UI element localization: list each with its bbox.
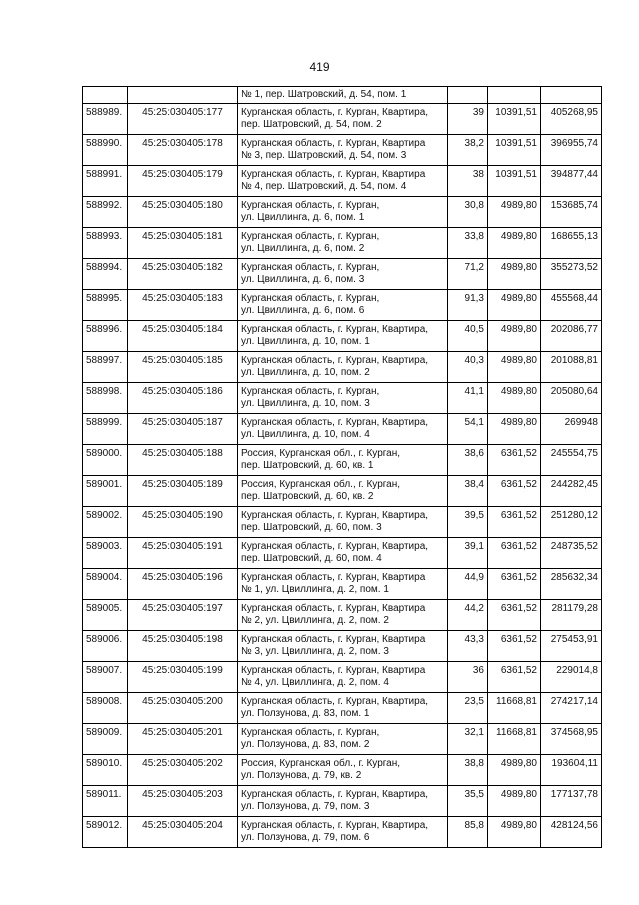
- address-line: Россия, Курганская обл., г. Курган,: [241, 479, 401, 490]
- address-cell: [238, 259, 448, 290]
- address-line: Курганская область, г. Курган,: [241, 200, 380, 211]
- table-row: [83, 631, 602, 662]
- value-cell: 394877,44: [541, 166, 602, 197]
- value-cell: 396955,74: [541, 135, 602, 166]
- rate-cell: 6361,52: [488, 507, 541, 538]
- area-cell: [448, 87, 488, 104]
- table-row: [83, 228, 602, 259]
- rate-cell: 4989,80: [488, 755, 541, 786]
- cadastral-number-cell: 45:25:030405:196: [128, 569, 238, 600]
- area-cell: 91,3: [448, 290, 488, 321]
- rate-cell: 6361,52: [488, 569, 541, 600]
- table-row: [83, 135, 602, 166]
- cadastral-number-cell: 45:25:030405:178: [128, 135, 238, 166]
- value-cell: 274217,14: [541, 693, 602, 724]
- rate-cell: 4989,80: [488, 290, 541, 321]
- row-number-cell: 588997.: [83, 352, 128, 383]
- page-number: 419: [309, 60, 330, 74]
- address-cell: [238, 755, 448, 786]
- rate-cell: 10391,51: [488, 104, 541, 135]
- area-cell: 44,2: [448, 600, 488, 631]
- address-cell: [238, 197, 448, 228]
- value-cell: 229014,8: [541, 662, 602, 693]
- area-cell: 33,8: [448, 228, 488, 259]
- cadastral-number-cell: 45:25:030405:183: [128, 290, 238, 321]
- cadastral-number-cell: 45:25:030405:181: [128, 228, 238, 259]
- area-cell: 71,2: [448, 259, 488, 290]
- area-cell: 54,1: [448, 414, 488, 445]
- property-table: [82, 86, 602, 848]
- area-cell: 40,5: [448, 321, 488, 352]
- address-line: Курганская область, г. Курган,: [241, 293, 380, 304]
- rate-cell: 4989,80: [488, 786, 541, 817]
- rate-cell: 6361,52: [488, 600, 541, 631]
- value-cell: 275453,91: [541, 631, 602, 662]
- table-row: [83, 507, 602, 538]
- area-cell: 38,2: [448, 135, 488, 166]
- cadastral-number-cell: 45:25:030405:199: [128, 662, 238, 693]
- address-line: ул. Цвиллинга, д. 10, пом. 1: [241, 336, 370, 347]
- row-number-cell: 588995.: [83, 290, 128, 321]
- address-line: ул. Цвиллинга, д. 6, пом. 3: [241, 274, 365, 285]
- table-row: [83, 166, 602, 197]
- address-line: ул. Цвиллинга, д. 6, пом. 2: [241, 243, 365, 254]
- value-cell: 251280,12: [541, 507, 602, 538]
- value-cell: 177137,78: [541, 786, 602, 817]
- address-line: ул. Цвиллинга, д. 6, пом. 6: [241, 305, 365, 316]
- table-row: [83, 321, 602, 352]
- value-cell: [541, 87, 602, 104]
- area-cell: 85,8: [448, 817, 488, 848]
- row-number-cell: 588990.: [83, 135, 128, 166]
- address-line: Курганская область, г. Курган, Квартира: [241, 665, 426, 676]
- address-cell: [238, 786, 448, 817]
- address-line: пер. Шатровский, д. 60, пом. 4: [241, 553, 382, 564]
- cadastral-number-cell: 45:25:030405:177: [128, 104, 238, 135]
- cadastral-number-cell: 45:25:030405:191: [128, 538, 238, 569]
- address-line: ул. Цвиллинга, д. 10, пом. 2: [241, 367, 370, 378]
- address-line: Курганская область, г. Курган, Квартира,: [241, 789, 429, 800]
- address-line: ул. Цвиллинга, д. 10, пом. 3: [241, 398, 370, 409]
- row-number-cell: 589003.: [83, 538, 128, 569]
- area-cell: 39,5: [448, 507, 488, 538]
- address-cell: [238, 321, 448, 352]
- value-cell: 248735,52: [541, 538, 602, 569]
- rate-cell: 11668,81: [488, 724, 541, 755]
- cadastral-number-cell: 45:25:030405:185: [128, 352, 238, 383]
- table-body: [83, 87, 602, 848]
- row-number-cell: 589004.: [83, 569, 128, 600]
- row-number-cell: 588996.: [83, 321, 128, 352]
- row-number-cell: 589010.: [83, 755, 128, 786]
- value-cell: 405268,95: [541, 104, 602, 135]
- address-cell: [238, 352, 448, 383]
- address-cell: [238, 476, 448, 507]
- row-number-cell: 588991.: [83, 166, 128, 197]
- row-number-cell: 589006.: [83, 631, 128, 662]
- address-line: пер. Шатровский, д. 54, пом. 2: [241, 119, 382, 130]
- cadastral-number-cell: 45:25:030405:187: [128, 414, 238, 445]
- area-cell: 41,1: [448, 383, 488, 414]
- address-cell: [238, 507, 448, 538]
- cadastral-number-cell: 45:25:030405:186: [128, 383, 238, 414]
- address-line: пер. Шатровский, д. 60, пом. 3: [241, 522, 382, 533]
- address-line: Курганская область, г. Курган, Квартира,: [241, 510, 429, 521]
- address-line: ул. Цвиллинга, д. 6, пом. 1: [241, 212, 365, 223]
- rate-cell: 4989,80: [488, 321, 541, 352]
- rate-cell: 4989,80: [488, 352, 541, 383]
- table-row: [83, 662, 602, 693]
- address-line: Курганская область, г. Курган,: [241, 231, 380, 242]
- cadastral-number-cell: 45:25:030405:203: [128, 786, 238, 817]
- row-number-cell: 589009.: [83, 724, 128, 755]
- table-row: [83, 569, 602, 600]
- address-line: Курганская область, г. Курган, Квартира: [241, 169, 426, 180]
- cadastral-number-cell: 45:25:030405:188: [128, 445, 238, 476]
- address-cell: [238, 87, 448, 104]
- address-line: № 3, ул. Цвиллинга, д. 2, пом. 3: [241, 646, 389, 657]
- address-line: Курганская область, г. Курган,: [241, 727, 380, 738]
- address-cell: [238, 631, 448, 662]
- address-line: пер. Шатровский, д. 60, кв. 1: [241, 460, 374, 471]
- cadastral-number-cell: 45:25:030405:184: [128, 321, 238, 352]
- address-line: Курганская область, г. Курган, Квартира,: [241, 820, 429, 831]
- rate-cell: 4989,80: [488, 414, 541, 445]
- value-cell: 281179,28: [541, 600, 602, 631]
- area-cell: 38,6: [448, 445, 488, 476]
- area-cell: 32,1: [448, 724, 488, 755]
- table-row: [83, 600, 602, 631]
- area-cell: 35,5: [448, 786, 488, 817]
- address-line: ул. Цвиллинга, д. 10, пом. 4: [241, 429, 370, 440]
- area-cell: 39: [448, 104, 488, 135]
- table-row: [83, 197, 602, 228]
- address-line: № 1, ул. Цвиллинга, д. 2, пом. 1: [241, 584, 389, 595]
- address-cell: [238, 693, 448, 724]
- row-number-cell: 589012.: [83, 817, 128, 848]
- address-line: Курганская область, г. Курган, Квартира: [241, 572, 426, 583]
- row-number-cell: 589007.: [83, 662, 128, 693]
- table-row: [83, 476, 602, 507]
- address-line: Курганская область, г. Курган,: [241, 386, 380, 397]
- value-cell: 201088,81: [541, 352, 602, 383]
- area-cell: 23,5: [448, 693, 488, 724]
- address-line: № 2, ул. Цвиллинга, д. 2, пом. 2: [241, 615, 389, 626]
- area-cell: 30,8: [448, 197, 488, 228]
- cadastral-number-cell: 45:25:030405:197: [128, 600, 238, 631]
- rate-cell: 6361,52: [488, 445, 541, 476]
- row-number-cell: 589001.: [83, 476, 128, 507]
- value-cell: 205080,64: [541, 383, 602, 414]
- cadastral-number-cell: 45:25:030405:201: [128, 724, 238, 755]
- row-number-cell: 588992.: [83, 197, 128, 228]
- rate-cell: 4989,80: [488, 383, 541, 414]
- table-row: [83, 383, 602, 414]
- address-line: ул. Ползунова, д. 83, пом. 2: [241, 739, 370, 750]
- address-line: Курганская область, г. Курган, Квартира: [241, 603, 426, 614]
- address-cell: [238, 569, 448, 600]
- cadastral-number-cell: 45:25:030405:180: [128, 197, 238, 228]
- address-line: Курганская область, г. Курган, Квартира: [241, 138, 426, 149]
- cadastral-number-cell: 45:25:030405:200: [128, 693, 238, 724]
- address-cell: [238, 724, 448, 755]
- value-cell: 428124,56: [541, 817, 602, 848]
- table-row: [83, 817, 602, 848]
- value-cell: 168655,13: [541, 228, 602, 259]
- rate-cell: [488, 87, 541, 104]
- address-cell: [238, 600, 448, 631]
- address-line: ул. Ползунова, д. 83, пом. 1: [241, 708, 370, 719]
- row-number-cell: 588994.: [83, 259, 128, 290]
- address-line: Курганская область, г. Курган, Квартира,: [241, 696, 429, 707]
- address-line: ул. Ползунова, д. 79, пом. 6: [241, 832, 370, 843]
- row-number-cell: [83, 87, 128, 104]
- address-line: № 3, пер. Шатровский, д. 54, пом. 3: [241, 150, 407, 161]
- row-number-cell: 588989.: [83, 104, 128, 135]
- table-row-continuation: [83, 87, 602, 104]
- area-cell: 43,3: [448, 631, 488, 662]
- address-cell: [238, 135, 448, 166]
- rate-cell: 10391,51: [488, 135, 541, 166]
- table-row: [83, 538, 602, 569]
- address-line: Курганская область, г. Курган, Квартира: [241, 634, 426, 645]
- row-number-cell: 589005.: [83, 600, 128, 631]
- row-number-cell: 589011.: [83, 786, 128, 817]
- row-number-cell: 588993.: [83, 228, 128, 259]
- table-row: [83, 786, 602, 817]
- row-number-cell: 589002.: [83, 507, 128, 538]
- area-cell: 44,9: [448, 569, 488, 600]
- table-row: [83, 290, 602, 321]
- table-row: [83, 445, 602, 476]
- row-number-cell: 589000.: [83, 445, 128, 476]
- rate-cell: 6361,52: [488, 476, 541, 507]
- value-cell: 202086,77: [541, 321, 602, 352]
- value-cell: 285632,34: [541, 569, 602, 600]
- area-cell: 38,4: [448, 476, 488, 507]
- cadastral-number-cell: [128, 87, 238, 104]
- area-cell: 38: [448, 166, 488, 197]
- address-line: № 4, пер. Шатровский, д. 54, пом. 4: [241, 181, 407, 192]
- rate-cell: 4989,80: [488, 259, 541, 290]
- row-number-cell: 588999.: [83, 414, 128, 445]
- address-line: Курганская область, г. Курган, Квартира,: [241, 541, 429, 552]
- cadastral-number-cell: 45:25:030405:202: [128, 755, 238, 786]
- table-row: [83, 352, 602, 383]
- area-cell: 40,3: [448, 352, 488, 383]
- address-line: Россия, Курганская обл., г. Курган,: [241, 448, 401, 459]
- value-cell: 455568,44: [541, 290, 602, 321]
- row-number-cell: 588998.: [83, 383, 128, 414]
- address-line: Курганская область, г. Курган, Квартира,: [241, 355, 429, 366]
- table-row: [83, 724, 602, 755]
- rate-cell: 4989,80: [488, 228, 541, 259]
- value-cell: 355273,52: [541, 259, 602, 290]
- address-cell: [238, 817, 448, 848]
- address-line: № 4, ул. Цвиллинга, д. 2, пом. 4: [241, 677, 389, 688]
- cadastral-number-cell: 45:25:030405:190: [128, 507, 238, 538]
- address-cell: [238, 445, 448, 476]
- address-line: Курганская область, г. Курган, Квартира,: [241, 107, 429, 118]
- rate-cell: 4989,80: [488, 817, 541, 848]
- value-cell: 269948: [541, 414, 602, 445]
- cadastral-number-cell: 45:25:030405:179: [128, 166, 238, 197]
- address-line: № 1, пер. Шатровский, д. 54, пом. 1: [241, 89, 407, 100]
- address-cell: [238, 104, 448, 135]
- address-line: пер. Шатровский, д. 60, кв. 2: [241, 491, 374, 502]
- table-row: [83, 755, 602, 786]
- value-cell: 153685,74: [541, 197, 602, 228]
- rate-cell: 6361,52: [488, 662, 541, 693]
- rate-cell: 6361,52: [488, 538, 541, 569]
- value-cell: 244282,45: [541, 476, 602, 507]
- cadastral-number-cell: 45:25:030405:204: [128, 817, 238, 848]
- area-cell: 36: [448, 662, 488, 693]
- rate-cell: 11668,81: [488, 693, 541, 724]
- address-line: ул. Ползунова, д. 79, кв. 2: [241, 770, 362, 781]
- address-line: ул. Ползунова, д. 79, пом. 3: [241, 801, 370, 812]
- row-number-cell: 589008.: [83, 693, 128, 724]
- table-row: [83, 104, 602, 135]
- table-row: [83, 693, 602, 724]
- address-line: Россия, Курганская обл., г. Курган,: [241, 758, 401, 769]
- value-cell: 245554,75: [541, 445, 602, 476]
- area-cell: 38,8: [448, 755, 488, 786]
- address-cell: [238, 290, 448, 321]
- rate-cell: 10391,51: [488, 166, 541, 197]
- cadastral-number-cell: 45:25:030405:198: [128, 631, 238, 662]
- address-cell: [238, 538, 448, 569]
- address-line: Курганская область, г. Курган, Квартира,: [241, 417, 429, 428]
- address-cell: [238, 662, 448, 693]
- table-row: [83, 414, 602, 445]
- address-cell: [238, 166, 448, 197]
- address-cell: [238, 228, 448, 259]
- area-cell: 39,1: [448, 538, 488, 569]
- address-line: Курганская область, г. Курган,: [241, 262, 380, 273]
- table-row: [83, 259, 602, 290]
- cadastral-number-cell: 45:25:030405:182: [128, 259, 238, 290]
- address-cell: [238, 414, 448, 445]
- address-line: Курганская область, г. Курган, Квартира,: [241, 324, 429, 335]
- value-cell: 193604,11: [541, 755, 602, 786]
- cadastral-number-cell: 45:25:030405:189: [128, 476, 238, 507]
- rate-cell: 4989,80: [488, 197, 541, 228]
- value-cell: 374568,95: [541, 724, 602, 755]
- rate-cell: 6361,52: [488, 631, 541, 662]
- address-cell: [238, 383, 448, 414]
